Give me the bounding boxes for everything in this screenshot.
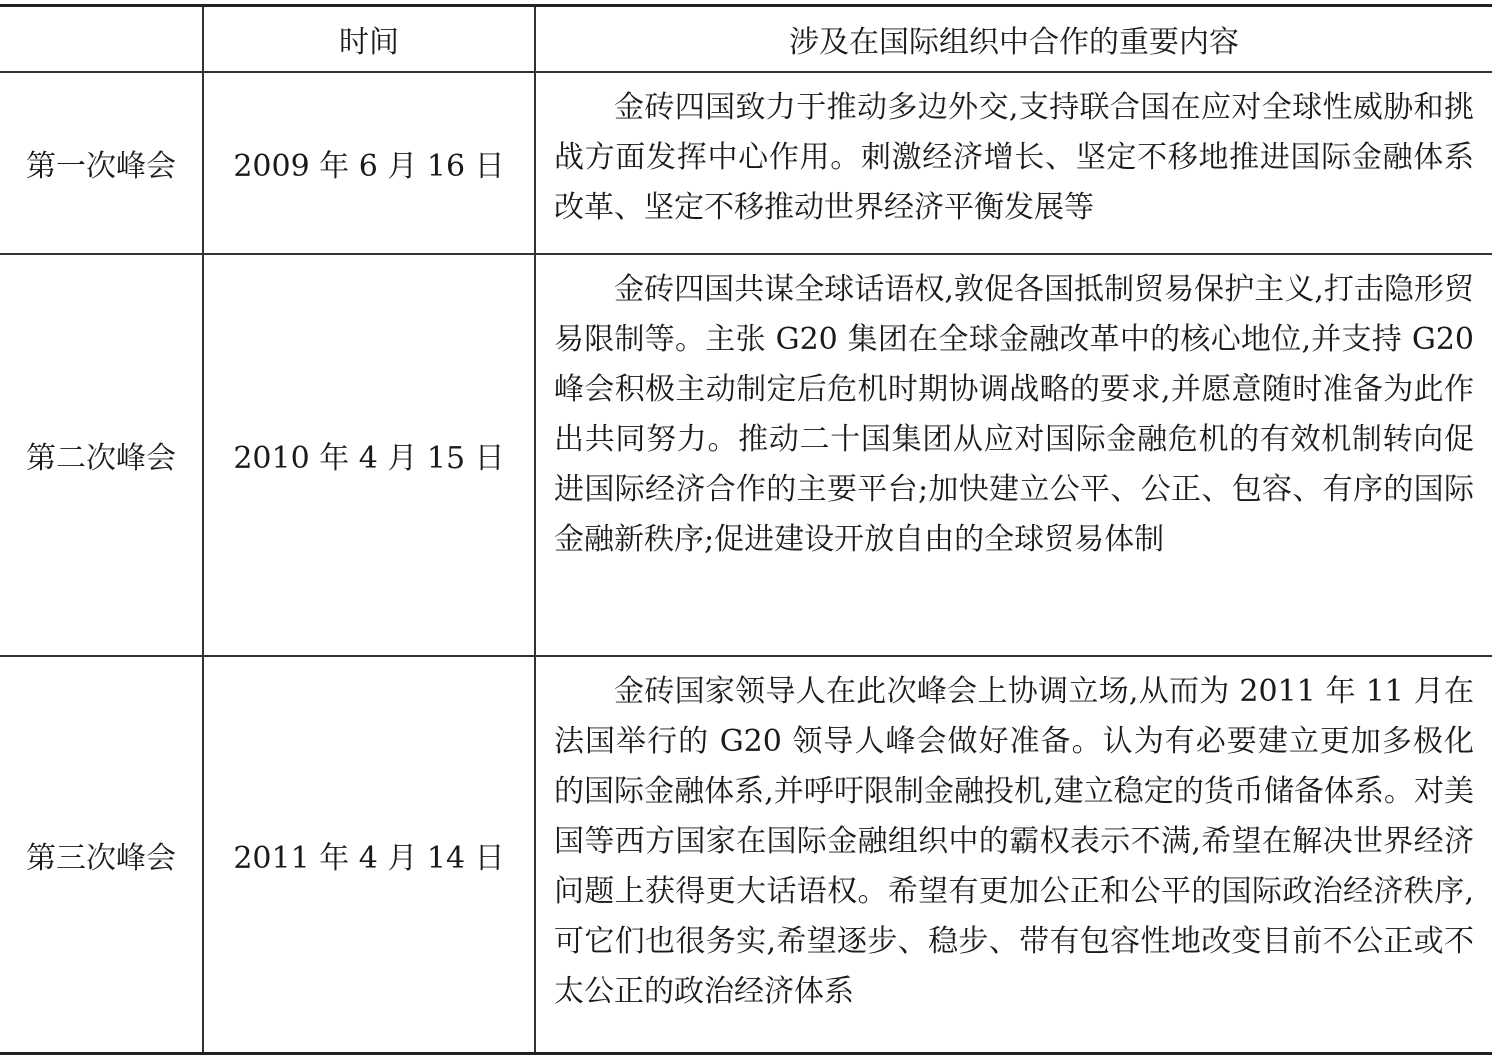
summit-date: 2009 年 6 月 16 日	[203, 72, 535, 254]
summit-name: 第二次峰会	[0, 254, 203, 656]
header-summit	[0, 6, 203, 73]
header-date: 时间	[203, 6, 535, 73]
summit-date: 2010 年 4 月 15 日	[203, 254, 535, 656]
summit-name: 第三次峰会	[0, 656, 203, 1054]
summit-content: 金砖四国共谋全球话语权,敦促各国抵制贸易保护主义,打击隐形贸易限制等。主张 G20 集团在全球金融改革中的核心地位,并支持 G20 峰会积极主动制定后危机时期协调战略的要求,并愿意随时准备为此作出共同努力。推动二十国集团从应对国际金融危机的有效机制转向促进国际经济合作的主要平台;加快建立公平、公正、包容、有序的国际金融新秩序;促进建设开放自由的全球贸易体制	[535, 254, 1492, 656]
brics-summit-table	[0, 4, 1492, 1055]
table-row	[0, 656, 1492, 1054]
header-content: 涉及在国际组织中合作的重要内容	[535, 6, 1492, 73]
summit-content: 金砖四国致力于推动多边外交,支持联合国在应对全球性威胁和挑战方面发挥中心作用。刺激经济增长、坚定不移地推进国际金融体系改革、坚定不移推动世界经济平衡发展等	[535, 72, 1492, 254]
summit-name: 第一次峰会	[0, 72, 203, 254]
table-row	[0, 254, 1492, 656]
table-header-row	[0, 6, 1492, 73]
summit-content: 金砖国家领导人在此次峰会上协调立场,从而为 2011 年 11 月在法国举行的 G20 领导人峰会做好准备。认为有必要建立更加多极化的国际金融体系,并呼吁限制金融投机,建立稳定的货币储备体系。对美国等西方国家在国际金融组织中的霸权表示不满,希望在解决世界经济问题上获得更大话语权。希望有更加公正和公平的国际政治经济秩序,可它们也很务实,希望逐步、稳步、带有包容性地改变目前不公正或不太公正的政治经济体系	[535, 656, 1492, 1054]
summit-date: 2011 年 4 月 14 日	[203, 656, 535, 1054]
table-row	[0, 72, 1492, 254]
